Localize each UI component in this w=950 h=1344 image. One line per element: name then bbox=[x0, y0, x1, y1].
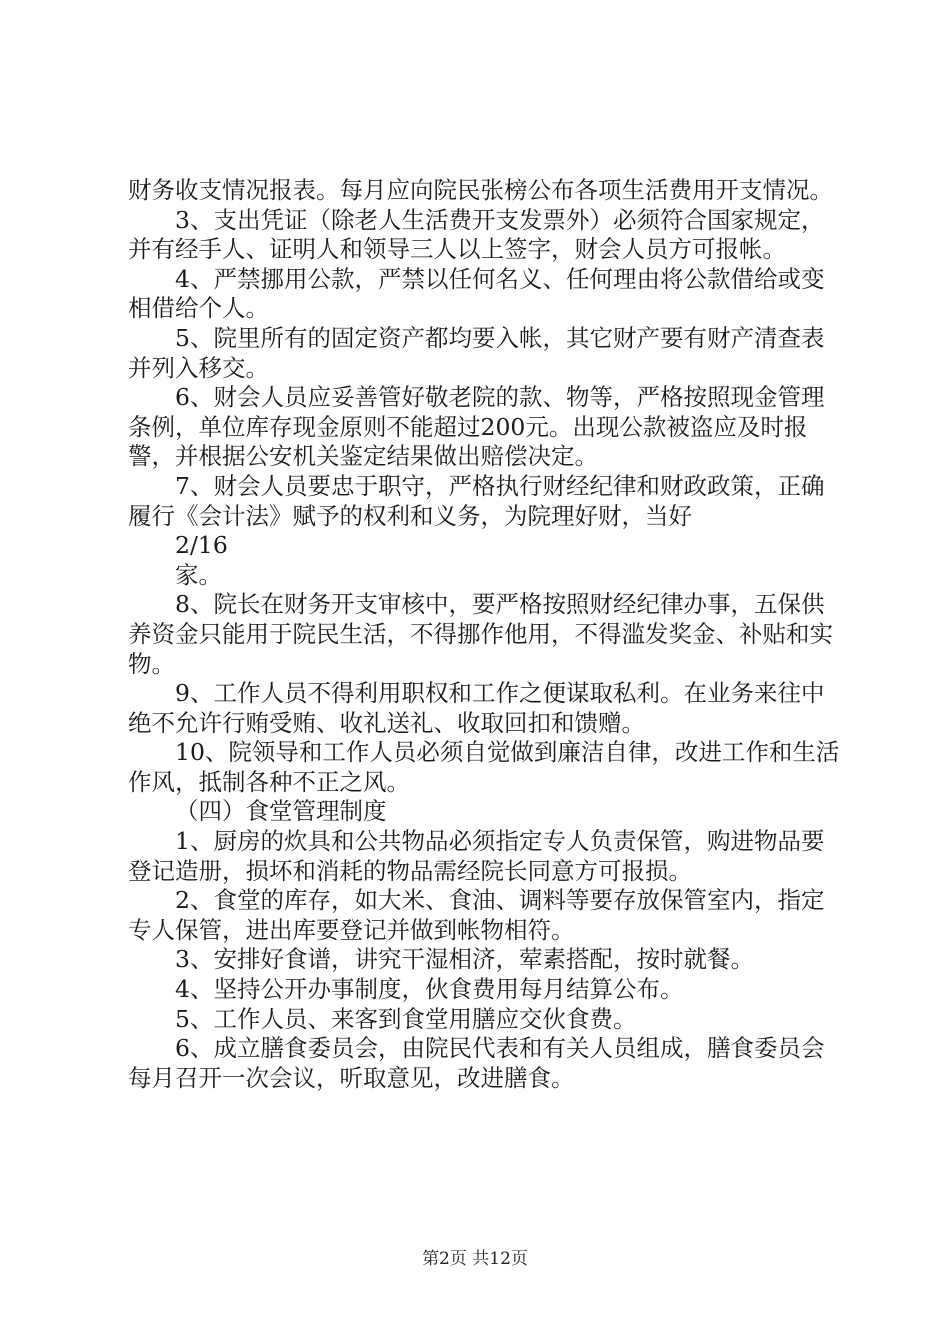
canteen-item-2: 2、食堂的库存，如大米、食油、调料等要存放保管室内，指定专人保管，进出库要登记并做到帐物相符。 bbox=[128, 886, 825, 944]
paragraph-item-3: 3、支出凭证（除老人生活费开支发票外）必须符合国家规定，并有经手人、证明人和领导三人以上签字，财会人员方可报帐。 bbox=[128, 205, 825, 264]
section-heading-canteen: （四）食堂管理制度 bbox=[175, 797, 387, 826]
paragraph-item-7-end: 家。 bbox=[175, 560, 222, 589]
paragraph-item-8: 8、院长在财务开支审核中，要严格按照财经纪律办事，五保供养资金只能用于院民生活，不得挪作他用，不得滥发奖金、补贴和实物。 bbox=[128, 590, 833, 678]
paragraph-item-4: 4、严禁挪用公款，严禁以任何名义、任何理由将公款借给或变相借给个人。 bbox=[128, 264, 825, 323]
paragraph-item-10: 10、院领导和工作人员必须自觉做到廉洁自律，改进工作和生活作风，抵制各种不正之风。 bbox=[128, 738, 840, 796]
canteen-item-3: 3、安排好食谱，讲究干湿相济，荤素搭配，按时就餐。 bbox=[175, 945, 754, 974]
canteen-item-5: 5、工作人员、来客到食堂用膳应交伙食费。 bbox=[175, 1004, 637, 1033]
paragraph-item-6: 6、财会人员应妥善管好敬老院的款、物等，严格按照现金管理条例，单位库存现金原则不能超过200元。出现公款被盗应及时报警，并根据公安机关鉴定结果做出赔偿决定。 bbox=[128, 383, 825, 471]
paragraph-item-9: 9、工作人员不得利用职权和工作之便谋取私利。在业务来往中绝不允许行贿受贿、收礼送礼、收取回扣和馈赠。 bbox=[128, 679, 825, 737]
paragraph-item-5: 5、院里所有的固定资产都均要入帐，其它财产要有财产清查表并列入移交。 bbox=[128, 323, 825, 382]
canteen-item-4: 4、坚持公开办事制度，伙食费用每月结算公布。 bbox=[175, 975, 684, 1004]
page-marker: 2/16 bbox=[175, 531, 228, 560]
canteen-item-6: 6、成立膳食委员会，由院民代表和有关人员组成，膳食委员会每月召开一次会议，听取意见，改进膳食。 bbox=[128, 1034, 825, 1092]
paragraph-continued: 财务收支情况报表。每月应向院民张榜公布各项生活费用开支情况。 bbox=[128, 176, 833, 204]
document-body bbox=[128, 176, 840, 1093]
page-footer: 第2页 共12页 bbox=[422, 1249, 528, 1269]
paragraph-item-7: 7、财会人员要忠于职守，严格执行财经纪律和财政政策，正确履行《会计法》赋予的权利和义务，为院理好财，当好 bbox=[128, 471, 825, 530]
canteen-item-1: 1、厨房的炊具和公共物品必须指定专人负责保管，购进物品要登记造册，损坏和消耗的物品需经院长同意方可报损。 bbox=[128, 827, 825, 885]
